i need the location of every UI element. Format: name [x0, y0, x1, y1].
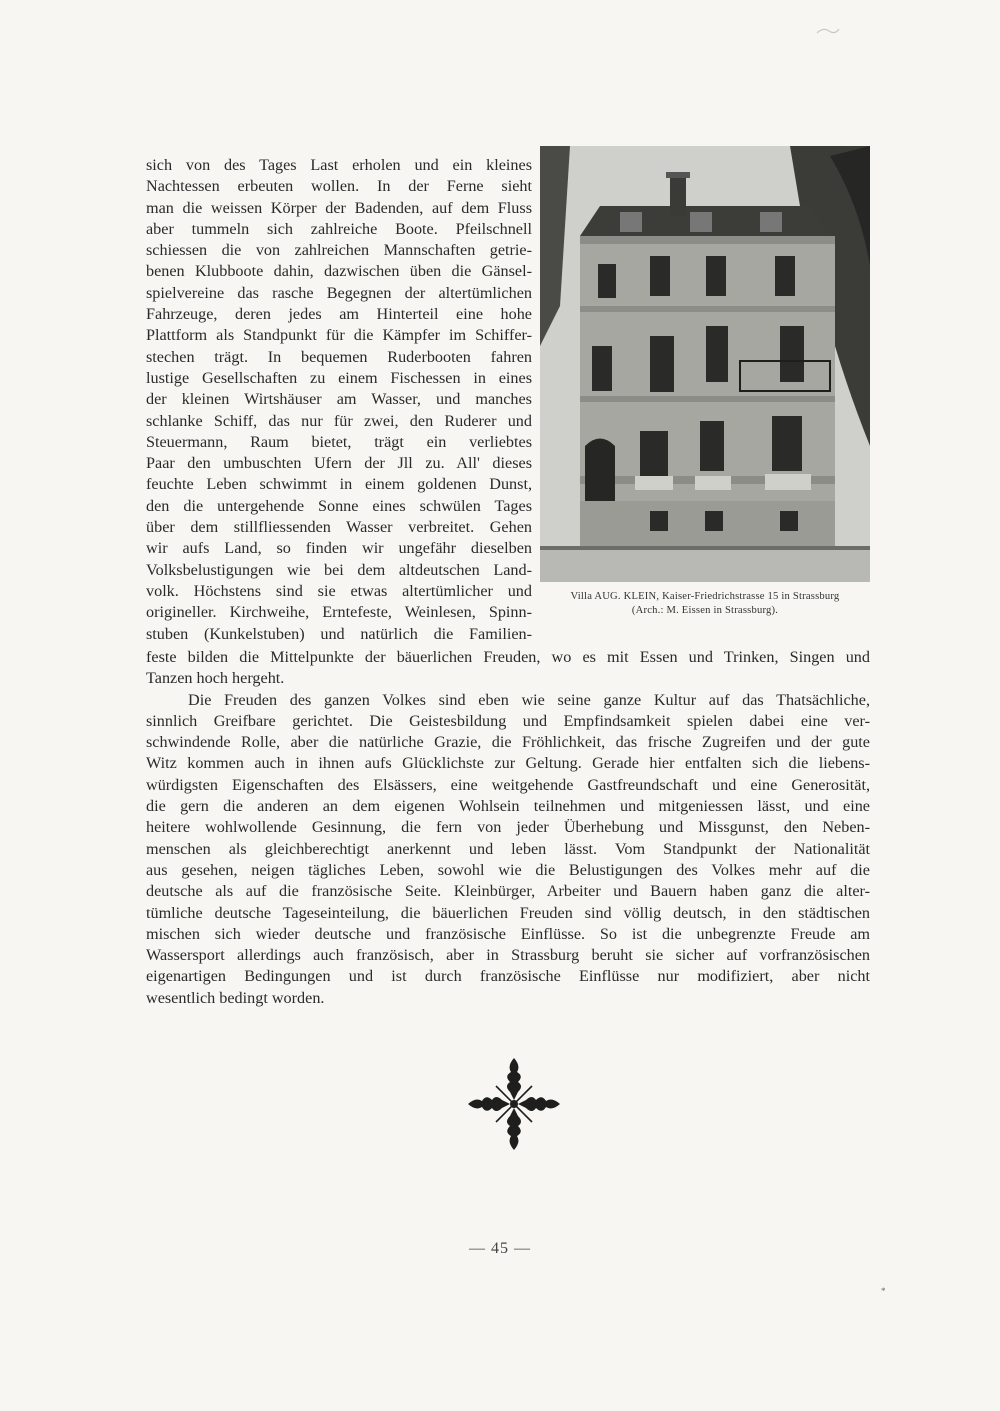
text-line: Die Freuden des ganzen Volkes sind eben wie seine ganze Kultur auf das Thatsächliche, — [188, 690, 870, 709]
text-line: Wassersport allerdings auch französisch, aber in Strassburg beruht sie sicher auf vorfranzösischen — [146, 946, 870, 965]
body-text-full-width — [146, 647, 870, 1009]
text-line: stechen trägt. In bequemen Ruderbooten fahren — [146, 347, 532, 366]
text-line: tümliche deutsche Tageseinteilung, die bäuerlichen Freuden sind völlig deutsch, in den städtischen — [146, 903, 870, 922]
text-line: aber tummeln sich zahlreiche Boote. Pfeilschnell — [146, 219, 532, 238]
text-line: feuchte Leben schwimmt in einem goldenen Dunst, — [146, 475, 532, 494]
text-line: die gern die anderen an dem eigenen Wohlsein teilnehmen und mitgeniessen lässt, und eine — [146, 797, 870, 816]
ink-smudge-icon — [815, 24, 841, 38]
paragraph-1-end — [146, 647, 870, 690]
text-line: lustige Gesellschaften zu einem Fischessen in eines — [146, 368, 532, 387]
text-line: Nachtessen erbeuten wollen. In der Ferne sieht — [146, 177, 532, 196]
bottom-mark: * — [881, 1286, 886, 1296]
caption-line-2: (Arch.: M. Eissen in Strassburg). — [631, 605, 779, 616]
text-line: Witz kommen auch in ihnen aufs Glücklichste zur Geltung. Gerade hier entfalten sich die liebens- — [146, 754, 870, 773]
caption-line-1: Villa AUG. KLEIN, Kaiser-Friedrichstrasse 15 in Strassburg — [570, 591, 840, 602]
text-line: eigenartigen Bedingungen und ist durch französische Einflüsse nur modifiziert, aber nicht — [146, 967, 870, 986]
text-line: man die weissen Körper der Badenden, auf dem Fluss — [146, 198, 532, 217]
paragraph-2 — [146, 690, 870, 1009]
text-line: schlanke Schiff, das nur für zwei, den Ruderer und — [146, 411, 532, 430]
text-line: über dem stillfliessenden Wasser verbreitet. Gehen — [146, 518, 532, 537]
text-line: sinnlich Greifbare gerichtet. Die Geistesbildung und Empfindsamkeit spielen dabei eine ver- — [146, 711, 870, 730]
text-line: benen Klubboote dahin, dazwischen üben die Gänsel- — [146, 262, 532, 281]
text-line: heitere wohlwollende Gesinnung, die fern von jeder Überhebung und Missgunst, den Neben- — [146, 818, 870, 837]
villa-building-icon — [540, 146, 870, 582]
text-line: schwindende Rolle, aber die natürliche Grazie, die Fröhlichkeit, das frische Zugreifen und der gute — [146, 733, 870, 752]
text-line: deutsche als auf die französische Seite. Kleinbürger, Arbeiter und Bauern haben ganz die alter- — [146, 882, 870, 901]
text-line: Steuermann, Raum bietet, trägt ein verliebtes — [146, 432, 532, 451]
text-line: Fahrzeuge, deren jedes am Hinterteil eine hohe — [146, 305, 532, 324]
text-line: schiessen die von zahlreichen Mannschaften getrie- — [146, 241, 532, 260]
text-line: menschen als gleichberechtigt anerkennt und leben lässt. Vom Standpunkt der Nationalität — [146, 839, 870, 858]
text-line: Plattform als Standpunkt für die Kämpfer im Schiffer- — [146, 326, 532, 345]
text-line: origineller. Kirchweihe, Erntefeste, Weinlesen, Spinn- — [146, 603, 532, 622]
body-text-column — [146, 155, 532, 645]
text-line: wesentlich bedingt worden. — [146, 988, 325, 1007]
villa-photograph — [540, 146, 870, 582]
text-line: volk. Höchstens sind sie etwas altertümlicher und — [146, 581, 532, 600]
text-line: feste bilden die Mittelpunkte der bäuerlichen Freuden, wo es mit Essen und Trinken, Singen und — [146, 648, 870, 666]
page-number: — 45 — — [469, 1240, 531, 1257]
text-line: sich von des Tages Last erholen und ein kleines — [146, 156, 532, 174]
text-line: mischen sich wieder deutsche und französische Einflüsse. So ist die unbegrenzte Freude am — [146, 924, 870, 943]
photo-caption — [540, 590, 870, 618]
text-line: Tanzen hoch hergeht. — [146, 669, 285, 688]
vine-leaf-cross-ornament-icon — [466, 1056, 562, 1152]
text-line: aus gesehen, neigen tägliches Leben, sowohl wie die Belustigungen des Volkes mehr auf die — [146, 860, 870, 879]
text-line: der kleinen Wirtshäuser am Wasser, und manches — [146, 390, 532, 409]
text-line: den die untergehende Sonne eines schwülen Tages — [146, 496, 532, 515]
text-line: spielvereine das rasche Begegnen der altertümlichen — [146, 283, 532, 302]
text-line: würdigsten Eigenschaften des Elsässers, eine weitgehende Gastfreundschaft und eine Generosität, — [146, 775, 870, 794]
text-line: Paar den umbuschten Ufern der Jll zu. All' dieses — [146, 454, 532, 473]
text-line: stuben (Kunkelstuben) und natürlich die Familien- — [146, 624, 532, 643]
text-line: wir aufs Land, so finden wir ungefähr dieselben — [146, 539, 532, 558]
text-line: Volksbelustigungen wie bei dem altdeutschen Land- — [146, 560, 532, 579]
